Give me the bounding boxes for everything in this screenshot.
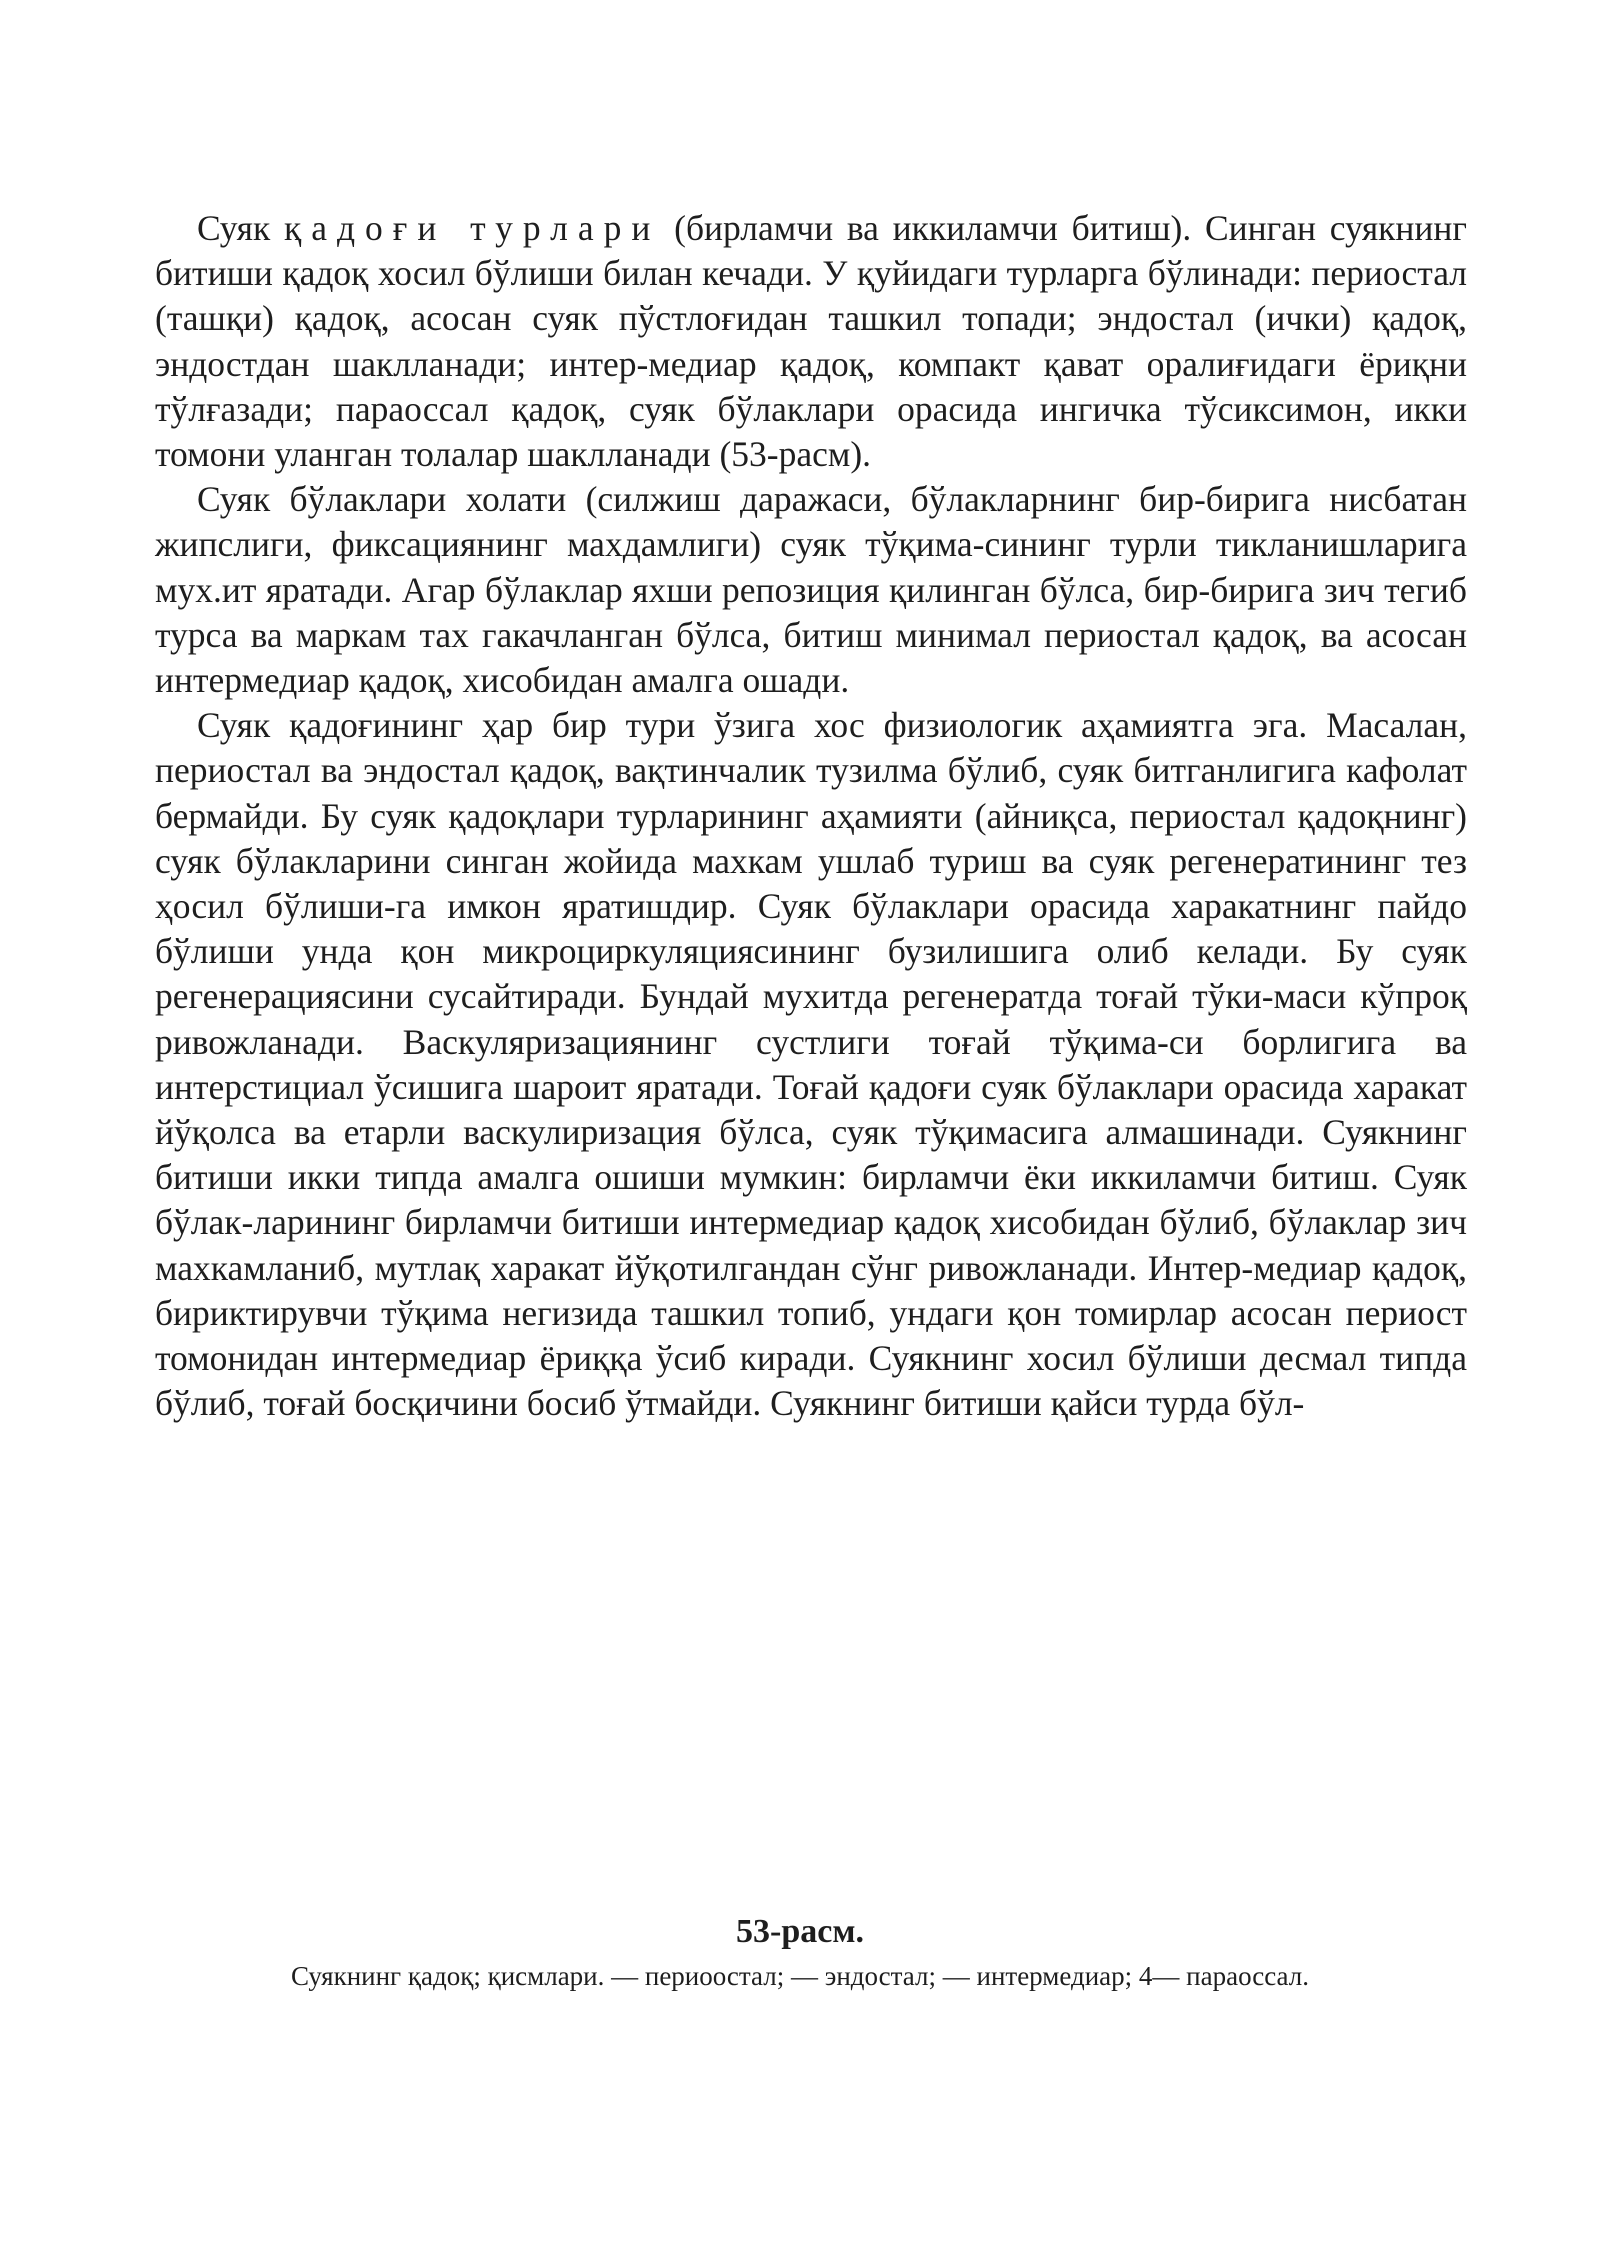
paragraph-1: [155, 206, 1467, 477]
figure-title: 53-расм.: [736, 1913, 864, 1950]
figure-caption-text: Суякнинг қадоқ; қисмлари. — периоостал; — эндостал; — интермедиар; 4— параоссал.: [291, 1961, 1309, 1991]
paragraph-3: Суяк қадоғининг ҳар бир тури ўзига хос физиологик аҳамиятга эга. Масалан, периостал ва эндостал қадоқ, вақтинчалик тузилма бўлиб, суяк битганлигига кафолат бермайди. Бу суяк қадоқлари турларининг аҳамияти (айниқса, периостал қадоқнинг) суяк бўлакларини синган жойида махкам ушлаб туриш ва суяк регенератининг тез ҳосил бўлиши-га имкон яратишдир. Суяк бўлаклари орасида харакатнинг пайдо бўлиши унда қон микроциркуляциясининг бузилишига олиб келади. Бу суяк регенерациясини сусайтиради. Бундай мухитда регенератда тоғай тўки-маси кўпроқ ривожланади. Васкуляризациянинг сустлиги тоғай тўқима-си борлигига ва интерстициал ўсишига шароит яратади. Тоғай қадоғи суяк бўлаклари орасида харакат йўқолса ва етарли васкулиризация бўлса, суяк тўқимасига алмашинади. Суякнинг битиши икки типда амалга ошиши мумкин: бирламчи ёки иккиламчи битиш. Суяк бўлак-ларининг бирламчи битиши интермедиар қадоқ хисобидан бўлиб, бўлаклар зич махкамланиб, мутлақ харакат йўқотилгандан сўнг ривожланади. Интер-медиар қадоқ, бириктирувчи тўқима негизида ташкил топиб, ундаги қон томирлар асосан периост томонидан интермедиар ёриққа ўсиб киради. Суякнинг хосил бўлиши десмал типда бўлиб, тоғай босқичини босиб ўтмайди. Суякнинг битиши қайси турда бўл-: [155, 705, 1467, 1424]
figure-placeholder: [155, 1560, 1467, 1900]
body-text: [155, 206, 1467, 1426]
paragraph-1-lead: Суяк: [197, 208, 284, 248]
paragraph-2: Суяк бўлаклари холати (силжиш даражаси, бўлакларнинг бир-бирига нисбатан жипслиги, фиксациянинг махдамлиги) суяк тўқима-сининг турли тикланишларига мух.ит яратади. Агар бўлаклар яхши репозиция қилинган бўлса, бир-бирига зич тегиб турса ва маркам тах гакачланган бўлса, битиш минимал периостал қадоқ, ва асосан интермедиар қадоқ, хисобидан амалга ошади.: [155, 479, 1467, 701]
paragraph-1-rest: (бирламчи ва иккиламчи битиш). Синган суякнинг битиши қадоқ хосил бўлиши билан кечади. У қуйидаги турларга бўлинади: периостал (ташқи) қадоқ, асосан суяк пўстлоғидан ташкил топади; эндостал (ички) қадоқ, эндостдан шаклланади; интер-медиар қадоқ, компакт қават оралиғидаги ёриқни тўлғазади; параоссал қадоқ, суяк бўлаклари орасида ингичка тўсиксимон, икки томони уланган толалар шаклланади (53-расм).: [155, 208, 1467, 475]
paragraph-1-spaced-term: қадоғи турлари: [283, 208, 661, 248]
figure-caption: [0, 1910, 1600, 1994]
